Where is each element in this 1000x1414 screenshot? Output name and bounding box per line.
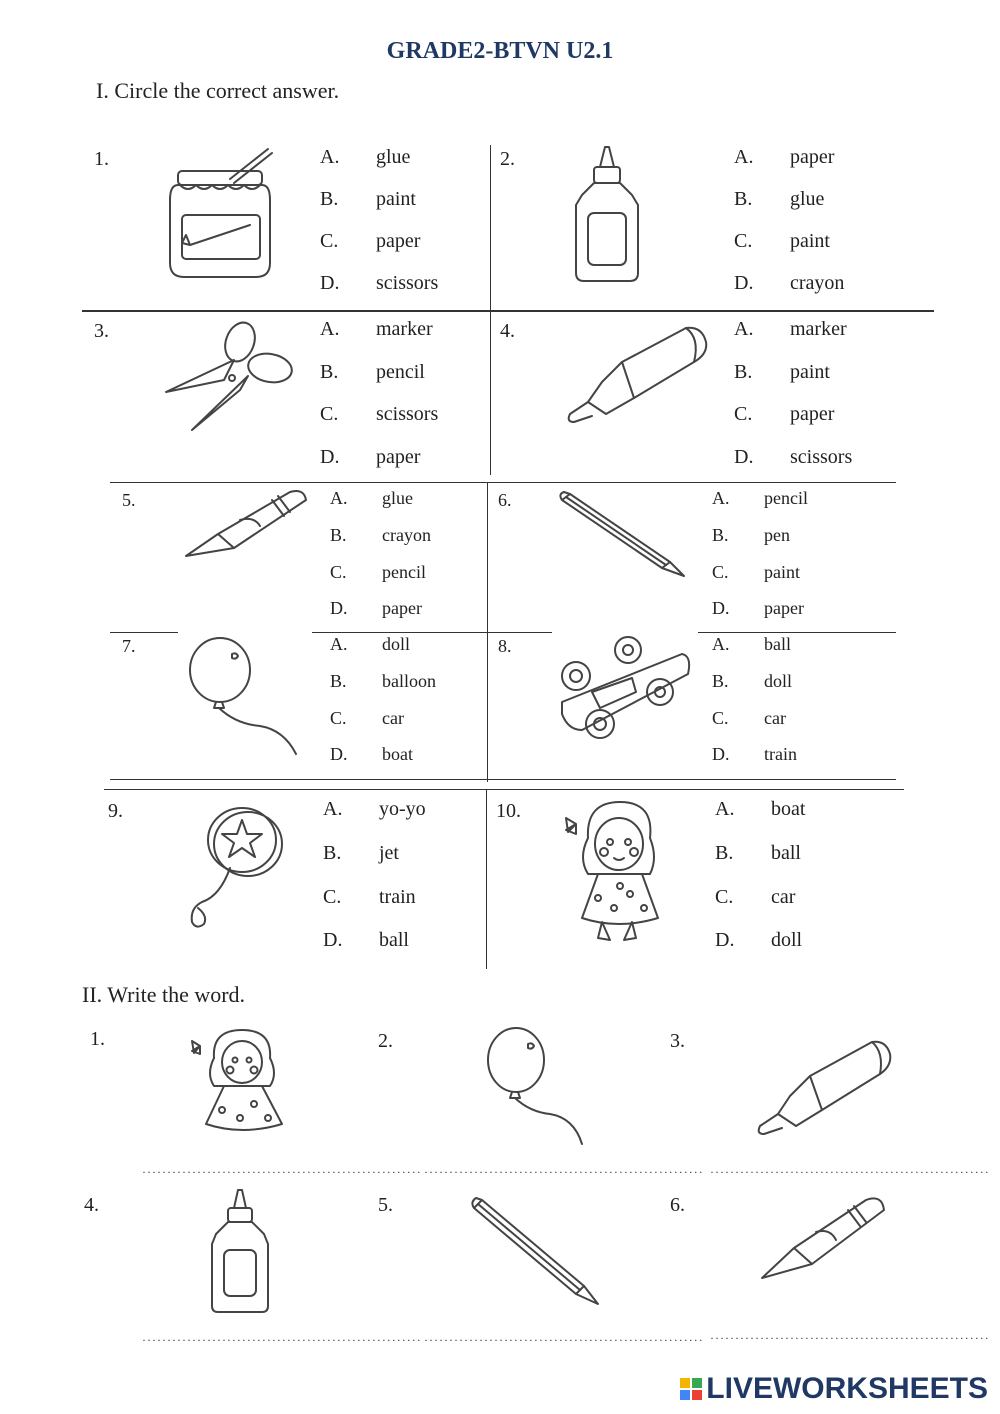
option-letter: D. bbox=[330, 598, 348, 618]
option-d[interactable] bbox=[734, 272, 844, 295]
option-text: car bbox=[764, 708, 786, 728]
option-d[interactable] bbox=[734, 446, 852, 469]
question-number: 3. bbox=[94, 320, 109, 342]
option-a[interactable] bbox=[320, 318, 433, 341]
option-letter: D. bbox=[323, 929, 343, 951]
question-number: 1. bbox=[94, 148, 109, 170]
answer-line[interactable]: ························································ bbox=[710, 1165, 990, 1179]
option-text: paper bbox=[790, 146, 835, 168]
option-text: paper bbox=[376, 446, 421, 468]
option-a[interactable] bbox=[734, 146, 834, 169]
option-a[interactable] bbox=[323, 798, 426, 821]
option-c[interactable] bbox=[715, 886, 795, 909]
option-text: paint bbox=[790, 361, 830, 383]
divider-h3a bbox=[110, 632, 178, 633]
option-letter: D. bbox=[330, 744, 348, 764]
option-text: ball bbox=[764, 634, 791, 654]
pencil-picture bbox=[556, 490, 688, 580]
question-number: 5. bbox=[122, 490, 136, 510]
option-text: paper bbox=[376, 230, 421, 252]
option-text: crayon bbox=[790, 272, 845, 294]
marker-picture bbox=[754, 1036, 894, 1140]
option-letter: B. bbox=[734, 361, 753, 383]
answer-line[interactable]: ························································ bbox=[142, 1333, 422, 1347]
option-b[interactable] bbox=[715, 842, 801, 865]
glue-bottle-picture bbox=[572, 145, 642, 285]
option-letter: C. bbox=[330, 708, 347, 728]
option-text: paint bbox=[376, 188, 416, 210]
answer-line[interactable]: ························································ bbox=[424, 1333, 704, 1347]
divider-h5 bbox=[104, 789, 904, 790]
item-number: 2. bbox=[378, 1030, 393, 1052]
divider-v3 bbox=[486, 789, 487, 969]
option-letter: D. bbox=[712, 744, 730, 764]
option-text: glue bbox=[376, 146, 411, 168]
scissors-picture bbox=[162, 320, 296, 432]
question-number: 9. bbox=[108, 800, 123, 822]
option-d[interactable] bbox=[712, 744, 797, 765]
option-text: doll bbox=[382, 634, 411, 654]
option-text: pencil bbox=[382, 562, 426, 582]
answer-line[interactable]: ························································ bbox=[424, 1165, 704, 1179]
option-letter: C. bbox=[734, 230, 753, 252]
option-d[interactable] bbox=[320, 272, 438, 295]
brand-logo bbox=[680, 1372, 988, 1406]
option-letter: C. bbox=[734, 403, 753, 425]
option-text: train bbox=[764, 744, 797, 764]
option-letter: C. bbox=[715, 886, 734, 908]
option-b[interactable] bbox=[712, 671, 792, 692]
option-text: train bbox=[379, 886, 416, 908]
option-text: jet bbox=[379, 842, 399, 864]
divider-h3c bbox=[698, 632, 896, 633]
option-letter: A. bbox=[330, 634, 348, 654]
option-d[interactable] bbox=[320, 446, 420, 469]
option-text: marker bbox=[376, 318, 433, 340]
option-letter: D. bbox=[320, 272, 340, 294]
option-letter: A. bbox=[323, 798, 343, 820]
option-text: marker bbox=[790, 318, 847, 340]
option-letter: B. bbox=[715, 842, 734, 864]
option-c[interactable] bbox=[330, 562, 426, 583]
option-text: paper bbox=[790, 403, 835, 425]
option-d[interactable] bbox=[715, 929, 802, 952]
option-b[interactable] bbox=[712, 525, 790, 546]
option-letter: C. bbox=[712, 562, 729, 582]
divider-h3b bbox=[312, 632, 552, 633]
toy-car-picture bbox=[552, 634, 692, 744]
option-a[interactable] bbox=[320, 146, 410, 169]
option-letter: C. bbox=[320, 403, 339, 425]
option-text: ball bbox=[379, 929, 409, 951]
option-letter: D. bbox=[712, 598, 730, 618]
item-number: 3. bbox=[670, 1030, 685, 1052]
option-letter: C. bbox=[330, 562, 347, 582]
option-text: paper bbox=[382, 598, 422, 618]
option-text: paper bbox=[764, 598, 804, 618]
option-text: ball bbox=[771, 842, 801, 864]
option-c[interactable] bbox=[323, 886, 416, 909]
option-letter: B. bbox=[734, 188, 753, 210]
option-text: balloon bbox=[382, 671, 436, 691]
crayon-picture bbox=[758, 1192, 888, 1284]
yo-yo-picture bbox=[180, 806, 290, 936]
question-number: 4. bbox=[500, 320, 515, 342]
option-c[interactable] bbox=[712, 562, 800, 583]
question-number: 2. bbox=[500, 148, 515, 170]
option-text: doll bbox=[764, 671, 793, 691]
option-b[interactable] bbox=[320, 188, 416, 211]
logo-icon bbox=[680, 1378, 702, 1400]
balloon-picture bbox=[484, 1026, 588, 1148]
option-b[interactable] bbox=[320, 361, 425, 384]
option-text: car bbox=[382, 708, 404, 728]
question-number: 8. bbox=[498, 636, 512, 656]
option-letter: C. bbox=[712, 708, 729, 728]
brand-name: LIVEWORKSHEETS bbox=[706, 1372, 988, 1405]
item-number: 1. bbox=[90, 1028, 105, 1050]
option-letter: B. bbox=[330, 525, 347, 545]
marker-picture bbox=[562, 322, 712, 426]
option-letter: A. bbox=[712, 488, 730, 508]
doll-picture bbox=[558, 798, 678, 946]
option-text: paint bbox=[790, 230, 830, 252]
option-b[interactable] bbox=[330, 525, 431, 546]
option-text: doll bbox=[771, 929, 803, 951]
option-letter: C. bbox=[320, 230, 339, 252]
item-number: 4. bbox=[84, 1194, 99, 1216]
option-d[interactable] bbox=[712, 598, 804, 619]
option-b[interactable] bbox=[734, 361, 830, 384]
option-text: scissors bbox=[376, 403, 439, 425]
option-letter: A. bbox=[712, 634, 730, 654]
option-letter: B. bbox=[712, 525, 729, 545]
page-title: GRADE2-BTVN U2.1 bbox=[386, 38, 614, 64]
option-c[interactable] bbox=[712, 708, 786, 729]
option-letter: B. bbox=[712, 671, 729, 691]
section1-heading: I. Circle the correct answer. bbox=[96, 78, 340, 103]
option-text: pencil bbox=[376, 361, 425, 383]
option-text: pen bbox=[764, 525, 790, 545]
divider-h1 bbox=[82, 310, 934, 312]
balloon-picture bbox=[186, 636, 302, 760]
option-letter: C. bbox=[323, 886, 342, 908]
option-letter: A. bbox=[330, 488, 348, 508]
option-a[interactable] bbox=[712, 634, 791, 655]
option-text: crayon bbox=[382, 525, 431, 545]
question-number: 10. bbox=[496, 800, 521, 822]
option-letter: A. bbox=[734, 318, 754, 340]
option-text: glue bbox=[790, 188, 825, 210]
option-letter: B. bbox=[320, 361, 339, 383]
option-b[interactable] bbox=[323, 842, 399, 865]
option-letter: D. bbox=[734, 272, 754, 294]
option-c[interactable] bbox=[734, 403, 834, 426]
option-letter: D. bbox=[320, 446, 340, 468]
glue-bottle-picture bbox=[208, 1188, 272, 1316]
option-a[interactable] bbox=[330, 634, 410, 655]
option-letter: B. bbox=[323, 842, 342, 864]
option-letter: B. bbox=[330, 671, 347, 691]
option-letter: A. bbox=[715, 798, 735, 820]
crayon-picture bbox=[180, 486, 310, 562]
option-letter: A. bbox=[320, 318, 340, 340]
option-a[interactable] bbox=[715, 798, 805, 821]
option-text: car bbox=[771, 886, 796, 908]
divider-h2 bbox=[110, 482, 896, 483]
question-number: 6. bbox=[498, 490, 512, 510]
option-text: boat bbox=[382, 744, 413, 764]
option-letter: B. bbox=[320, 188, 339, 210]
item-number: 5. bbox=[378, 1194, 393, 1216]
option-d[interactable] bbox=[323, 929, 409, 952]
option-d[interactable] bbox=[330, 598, 422, 619]
option-a[interactable] bbox=[712, 488, 808, 509]
option-letter: A. bbox=[320, 146, 340, 168]
option-c[interactable] bbox=[330, 708, 404, 729]
option-c[interactable] bbox=[734, 230, 830, 253]
item-number: 6. bbox=[670, 1194, 685, 1216]
option-text: scissors bbox=[790, 446, 853, 468]
answer-line[interactable]: ························································ bbox=[710, 1331, 990, 1345]
option-c[interactable] bbox=[320, 403, 438, 426]
doll-picture bbox=[190, 1028, 294, 1138]
section2-heading: II. Write the word. bbox=[82, 982, 246, 1007]
option-text: boat bbox=[771, 798, 806, 820]
option-d[interactable] bbox=[330, 744, 413, 765]
option-text: pencil bbox=[764, 488, 808, 508]
option-letter: A. bbox=[734, 146, 754, 168]
option-text: paint bbox=[764, 562, 800, 582]
option-a[interactable] bbox=[734, 318, 847, 341]
option-letter: D. bbox=[715, 929, 735, 951]
option-text: yo-yo bbox=[379, 798, 426, 820]
question-number: 7. bbox=[122, 636, 136, 656]
option-text: glue bbox=[382, 488, 413, 508]
answer-line[interactable]: ························································ bbox=[142, 1165, 422, 1179]
pencil-picture bbox=[468, 1196, 602, 1306]
option-letter: D. bbox=[734, 446, 754, 468]
option-a[interactable] bbox=[330, 488, 413, 509]
divider-h4 bbox=[110, 779, 896, 780]
option-text: scissors bbox=[376, 272, 439, 294]
option-c[interactable] bbox=[320, 230, 420, 253]
paint-jar-picture bbox=[160, 145, 280, 285]
option-b[interactable] bbox=[734, 188, 824, 211]
option-b[interactable] bbox=[330, 671, 436, 692]
